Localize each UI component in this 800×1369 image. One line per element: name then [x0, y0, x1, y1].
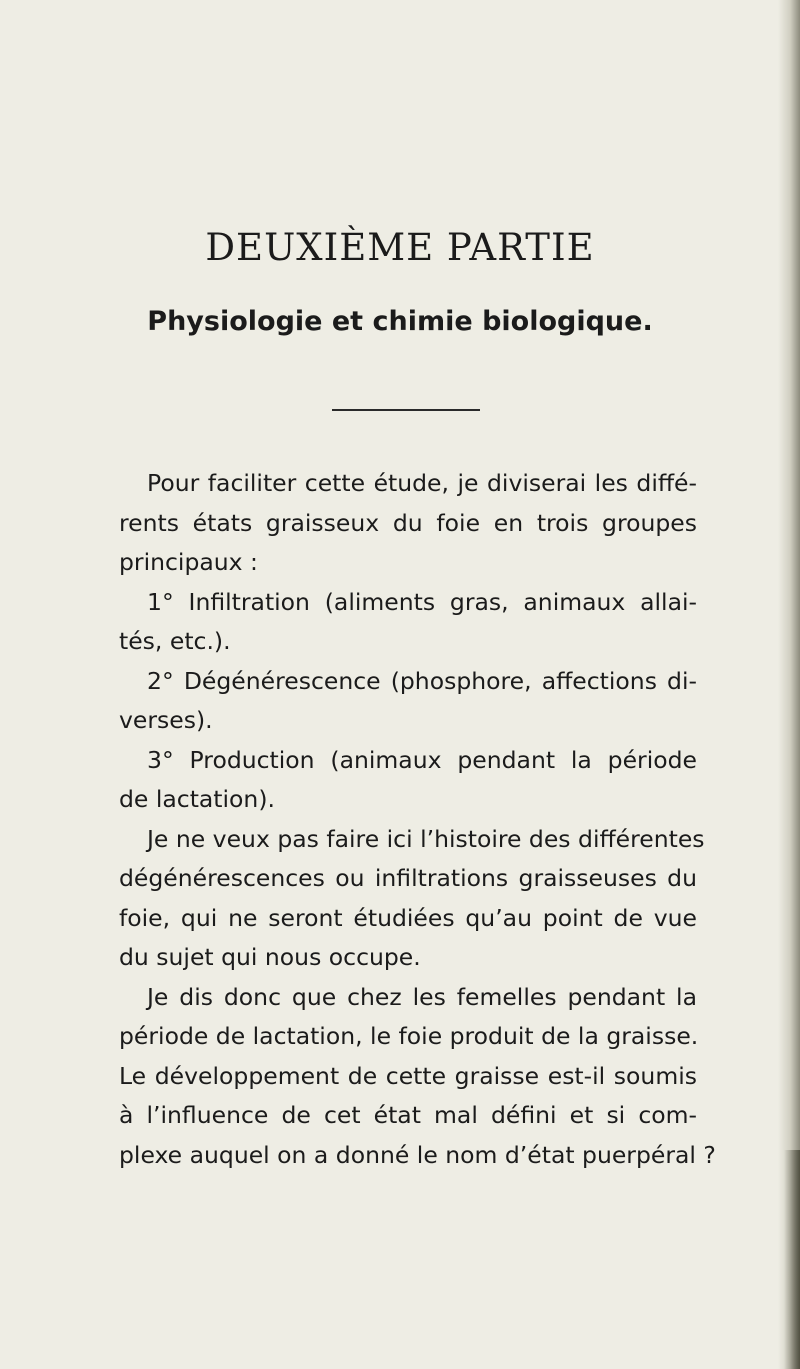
text-line: principaux :: [119, 548, 258, 576]
page-edge-shadow-lower: [784, 1150, 800, 1369]
part-title: DEUXIÈME PARTIE: [205, 226, 595, 269]
section-subtitle: Physiologie et chimie biologique.: [147, 306, 653, 337]
text-line: dégénérescences ou infiltrations graisseuses du: [119, 864, 697, 892]
text-line: 3° Production (animaux pendant la période: [147, 745, 697, 774]
text-line: Le développement de cette graisse est-il soumis: [119, 1061, 697, 1090]
text-line: rents états graisseux du foie en trois groupes: [119, 508, 697, 537]
text-line: Je ne veux pas faire ici l’histoire des différentes: [147, 824, 705, 853]
body-text: [119, 464, 716, 1175]
text-line: verses).: [119, 706, 213, 734]
text-line: plexe auquel on a donné le nom d’état puerpéral ?: [119, 1140, 716, 1169]
text-line: 1° Infiltration (aliments gras, animaux allai-: [147, 587, 697, 616]
text-line: période de lactation, le foie produit de la graisse.: [119, 1022, 699, 1050]
text-line: à l’influence de cet état mal défini et si com-: [119, 1101, 697, 1129]
text-line: Je dis donc que chez les femelles pendant la: [147, 982, 697, 1011]
text-line: 2° Dégénérescence (phosphore, affections di-: [147, 666, 697, 695]
text-line: foie, qui ne seront étudiées qu’au point de vue: [119, 903, 697, 932]
horizontal-rule: [332, 409, 480, 411]
text-line: du sujet qui nous occupe.: [119, 943, 421, 971]
text-line: tés, etc.).: [119, 627, 231, 655]
text-line: Pour faciliter cette étude, je diviserai les diffé-: [147, 469, 697, 497]
text-line: de lactation).: [119, 785, 275, 813]
